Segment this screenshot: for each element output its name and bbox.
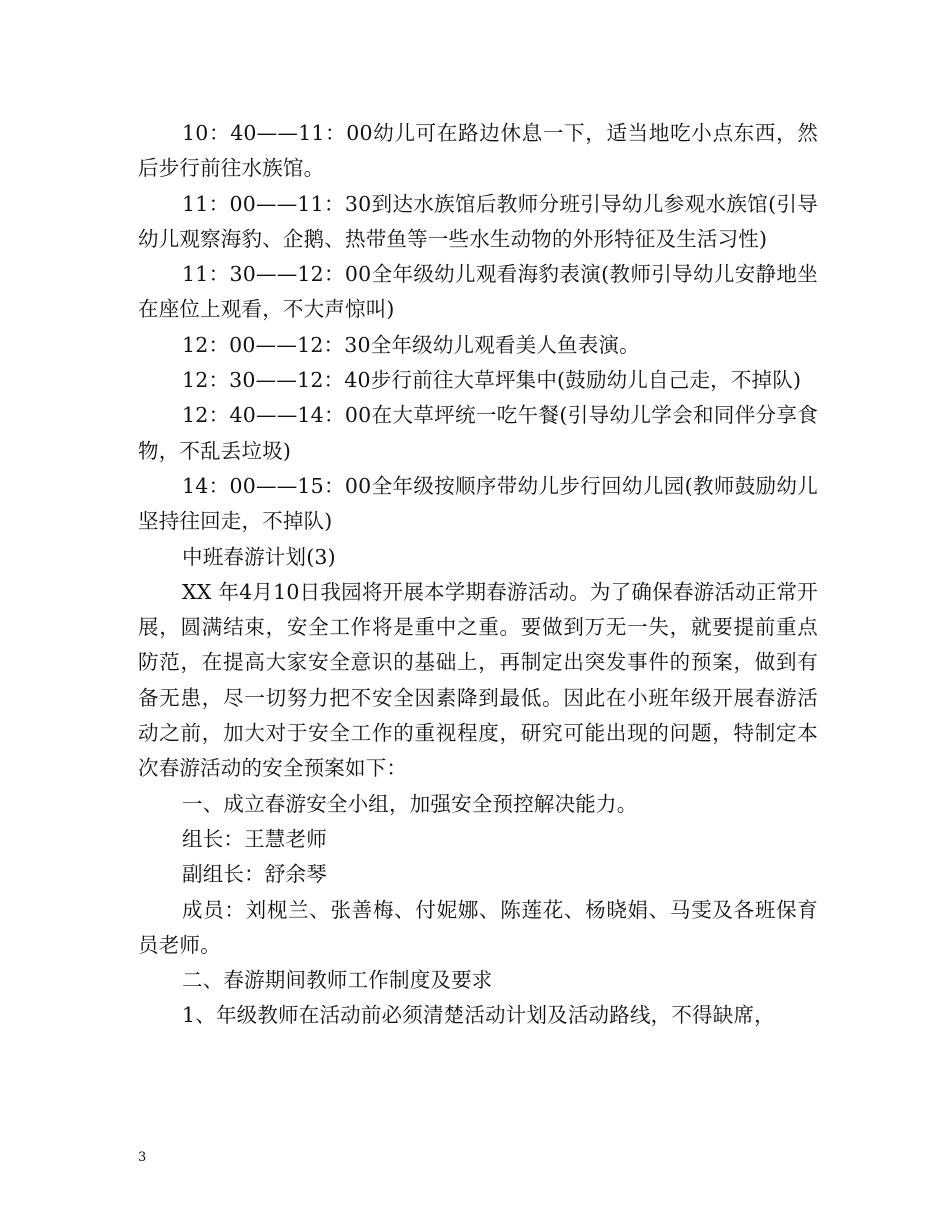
heading-safety-group: 一、成立春游安全小组，加强安全预控解决能力。 <box>182 791 638 816</box>
document-body <box>138 116 818 1034</box>
page-number: 3 <box>138 1150 147 1165</box>
paragraph-deputy-leader: 副组长：舒余琴 <box>182 862 327 887</box>
paragraph-schedule-1400: 14：00——15：00全年级按顺序带幼儿步行回幼儿园(教师鼓励幼儿坚持往回走，不掉队) <box>138 473 818 534</box>
paragraph-members: 成员：刘枧兰、张善梅、付妮娜、陈莲花、杨晓娟、马雯及各班保育员老师。 <box>138 897 818 957</box>
section-heading-plan-3: 中班春游计划(3) <box>182 544 336 569</box>
paragraph-schedule-1240: 12：40——14：00在大草坪统一吃午餐(引导幼儿学会和同伴分享食物，不乱丢垃圾) <box>138 403 818 463</box>
heading-teacher-rules: 二、春游期间教师工作制度及要求 <box>182 968 493 993</box>
paragraph-schedule-1230: 12：30——12：40步行前往大草坪集中(鼓励幼儿自己走，不掉队) <box>182 368 802 393</box>
paragraph-rule-1: 1、年级教师在活动前必须清楚活动计划及活动路线，不得缺席， <box>182 1003 775 1028</box>
paragraph-group-leader: 组长：王慧老师 <box>182 826 327 851</box>
paragraph-schedule-1130: 11：30——12：00全年级幼儿观看海豹表演(教师引导幼儿安静地坐在座位上观看，不大声惊叫) <box>138 262 818 322</box>
paragraph-schedule-1100: 11：00——11：30到达水族馆后教师分班引导幼儿参观水族馆(引导幼儿观察海豹、企鹅、热带鱼等一些水生动物的外形特征及生活习性) <box>138 191 818 251</box>
paragraph-intro: XX 年4月10日我园将开展本学期春游活动。为了确保春游活动正常开展，圆满结束，安全工作将是重中之重。要做到万无一失，就要提前重点防范，在提高大家安全意识的基础上，再制定出突发事件的预案，做到有备无患，尽一切努力把不安全因素降到最低。因此在小班年级开展春游活动之前，加大对于安全工作的重视程度，研究可能出现的问题，特制定本次春游活动的安全预案如下： <box>138 579 818 781</box>
paragraph-schedule-1040: 10：40——11：00幼儿可在路边休息一下，适当地吃小点东西，然后步行前往水族馆。 <box>138 121 818 181</box>
paragraph-schedule-1200: 12：00——12：30全年级幼儿观看美人鱼表演。 <box>182 332 640 357</box>
